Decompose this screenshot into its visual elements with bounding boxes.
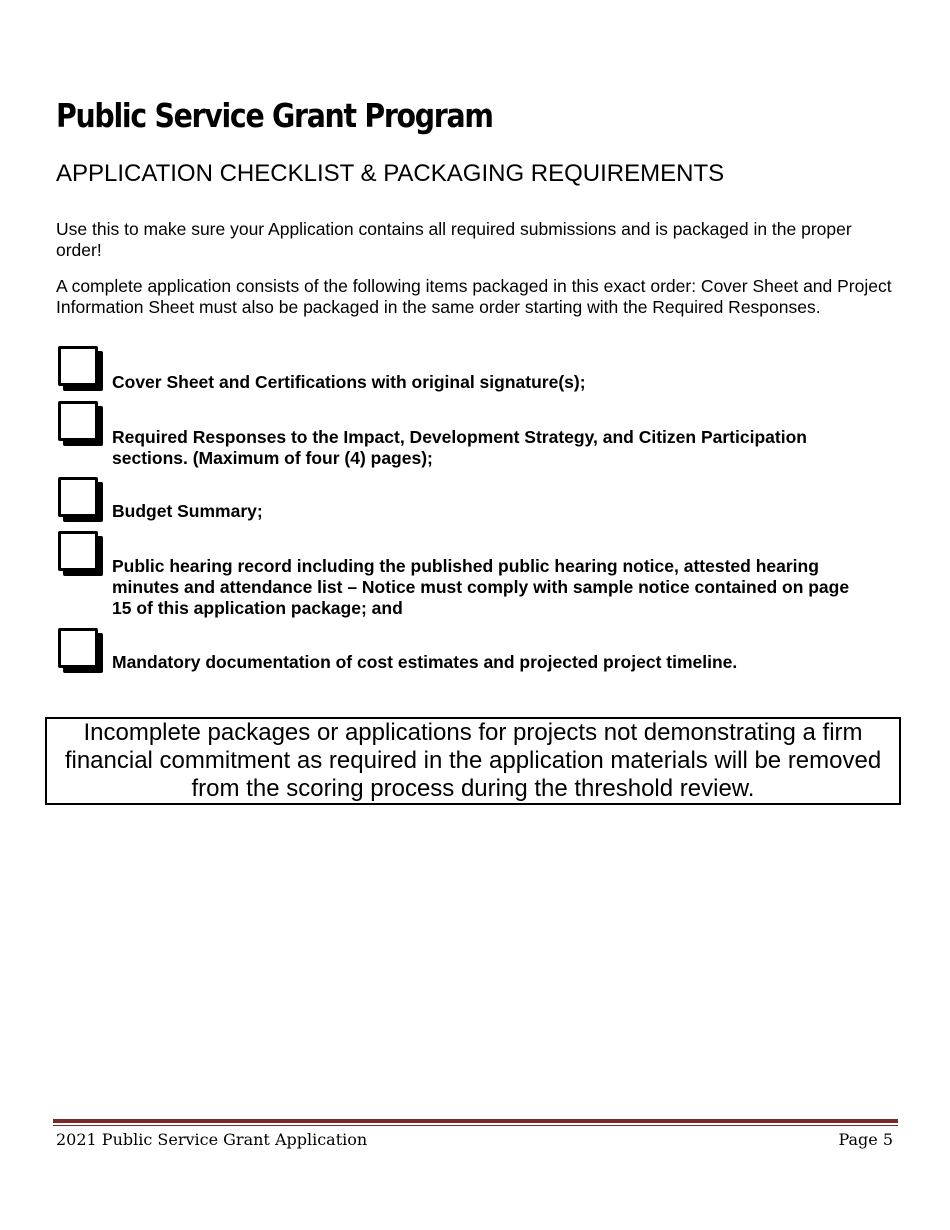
checkbox-icon[interactable] — [58, 401, 98, 441]
checklist-item-label: Budget Summary; — [112, 501, 263, 521]
checklist-item-label: Mandatory documentation of cost estimates and projected project timeline. — [112, 652, 738, 672]
notice-box — [45, 717, 901, 805]
checklist-item-label: Public hearing record including the published public hearing notice, attested hearing minutes and attendance list – Notice must comply with sample notice contained on page 15 of this application package; and — [112, 556, 850, 618]
checkbox-icon[interactable] — [58, 477, 98, 517]
page-subtitle: APPLICATION CHECKLIST & PACKAGING REQUIREMENTS — [56, 160, 725, 187]
checkbox-icon[interactable] — [58, 531, 98, 571]
notice-text: Incomplete packages or applications for projects not demonstrating a firm financial commitment as required in the application materials will be removed from the scoring process during the threshold review. — [64, 719, 882, 802]
checklist-item-label: Required Responses to the Impact, Development Strategy, and Citizen Participation sections. (Maximum of four (4) pages); — [112, 427, 807, 468]
page-title: Public Service Grant Program — [56, 96, 493, 135]
footer-page-number: Page 5 — [838, 1130, 893, 1149]
footer-rule — [53, 1119, 898, 1123]
checkbox-icon[interactable] — [58, 628, 98, 668]
footer-rule-thin — [53, 1125, 898, 1126]
checkbox-icon[interactable] — [58, 346, 98, 386]
intro-paragraph-1: Use this to make sure your Application contains all required submissions and is packaged in the proper order! — [56, 219, 852, 260]
checklist-item-label: Cover Sheet and Certifications with original signature(s); — [112, 372, 586, 392]
intro-paragraph-2: A complete application consists of the following items packaged in this exact order: Cover Sheet and Project Information Sheet must also be packaged in the same order starting with the Required Responses. — [56, 276, 892, 317]
footer-document-name: 2021 Public Service Grant Application — [56, 1130, 368, 1149]
